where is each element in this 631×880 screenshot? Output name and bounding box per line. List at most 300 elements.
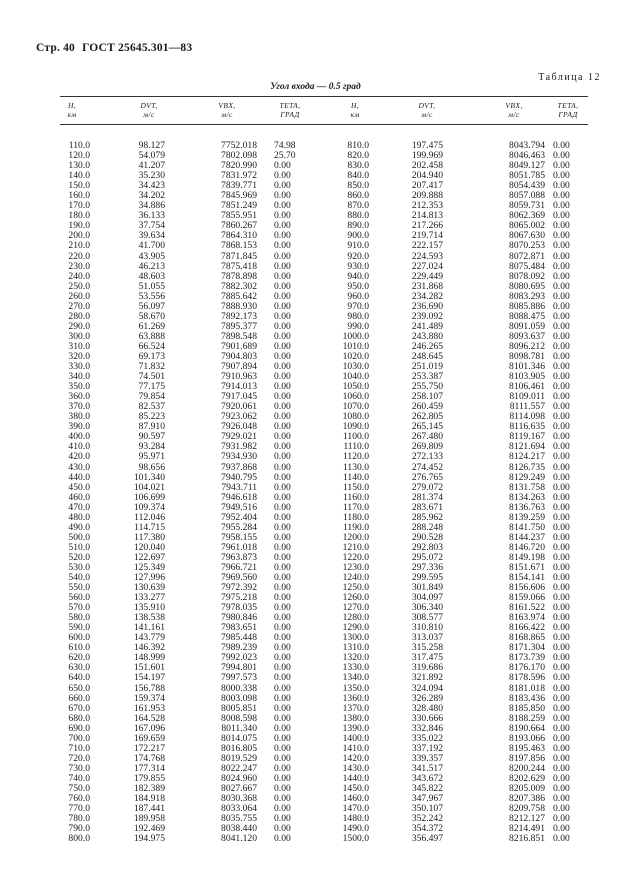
table-cell: 0.00 xyxy=(274,451,291,463)
table-cell: 148.999 xyxy=(133,652,165,664)
table-cell: 330.666 xyxy=(411,712,443,724)
table-cell: 200.0 xyxy=(68,230,90,242)
table-cell: 8134.263 xyxy=(509,491,545,503)
left-h-column xyxy=(50,141,90,844)
table-cell: 1230.0 xyxy=(342,561,369,573)
header-vbx-right: VBX, м/с xyxy=(505,101,523,119)
table-cell: 224.593 xyxy=(411,250,443,262)
table-cell: 101.340 xyxy=(133,471,165,483)
table-cell: 8207.386 xyxy=(509,793,545,805)
table-cell: 0.00 xyxy=(553,602,570,614)
table-cell: 0.00 xyxy=(274,461,291,473)
table-cell: 7901.689 xyxy=(221,340,257,352)
table-cell: 7831.972 xyxy=(221,170,257,182)
table-cell: 0.00 xyxy=(553,230,570,242)
table-cell: 138.538 xyxy=(133,612,165,624)
table-cell: 0.00 xyxy=(553,702,570,714)
table-cell: 7888.930 xyxy=(221,300,257,312)
table-cell: 990.0 xyxy=(347,320,369,332)
table-cell: 1370.0 xyxy=(342,702,369,714)
table-cell: 212.353 xyxy=(411,200,443,212)
table-cell: 0.00 xyxy=(553,682,570,694)
table-cell: 0.00 xyxy=(553,320,570,332)
table-cell: 8046.463 xyxy=(509,150,545,162)
table-cell: 0.00 xyxy=(274,240,291,252)
table-cell: 1030.0 xyxy=(342,361,369,373)
table-cell: 8000.338 xyxy=(221,682,257,694)
table-cell: 690.0 xyxy=(68,722,90,734)
table-cell: 0.00 xyxy=(553,391,570,403)
table-cell: 8168.865 xyxy=(509,632,545,644)
table-cell: 0.00 xyxy=(274,692,291,704)
table-cell: 0.00 xyxy=(553,531,570,543)
table-cell: 7994.801 xyxy=(221,662,257,674)
table-cell: 98.127 xyxy=(138,140,165,151)
table-cell: 8129.249 xyxy=(509,471,545,483)
table-cell: 0.00 xyxy=(553,381,570,393)
table-cell: 0.00 xyxy=(274,521,291,533)
table-cell: 620.0 xyxy=(68,652,90,664)
table-cell: 8054.439 xyxy=(509,180,545,192)
table-cell: 680.0 xyxy=(68,712,90,724)
table-cell: 110.0 xyxy=(68,140,90,151)
table-cell: 0.00 xyxy=(553,290,570,302)
table-cell: 1260.0 xyxy=(342,592,369,604)
page-header xyxy=(36,42,192,54)
table-cell: 0.00 xyxy=(274,350,291,362)
table-cell: 299.595 xyxy=(411,572,443,584)
table-cell: 8103.905 xyxy=(509,371,545,383)
table-cell: 130.639 xyxy=(133,582,165,594)
table-cell: 339.357 xyxy=(411,752,443,764)
table-cell: 8033.064 xyxy=(221,803,257,815)
table-cell: 7885.642 xyxy=(221,290,257,302)
table-cell: 590.0 xyxy=(68,622,90,634)
table-cell: 46.213 xyxy=(138,260,165,272)
table-cell: 0.00 xyxy=(274,511,291,523)
table-cell: 48.603 xyxy=(138,270,165,282)
table-cell: 0.00 xyxy=(274,682,291,694)
table-cell: 209.888 xyxy=(411,190,443,202)
table-cell: 8027.667 xyxy=(221,783,257,794)
table-subtitle: Угол входа — 0.5 град xyxy=(270,82,361,92)
table-cell: 1440.0 xyxy=(342,772,369,784)
table-cell: 169.659 xyxy=(133,732,165,744)
table-cell: 8159.066 xyxy=(509,592,545,604)
table-cell: 1010.0 xyxy=(342,340,369,352)
table-cell: 0.00 xyxy=(274,210,291,222)
table-cell: 51.055 xyxy=(138,280,165,292)
table-cell: 234.282 xyxy=(411,290,443,302)
table-cell: 0.00 xyxy=(553,622,570,634)
table-cell: 0.00 xyxy=(553,280,570,292)
table-cell: 400.0 xyxy=(68,431,90,443)
table-cell: 182.389 xyxy=(133,783,165,794)
table-cell: 8078.092 xyxy=(509,270,545,282)
table-cell: 0.00 xyxy=(274,592,291,604)
table-cell: 790.0 xyxy=(68,823,90,835)
table-cell: 560.0 xyxy=(68,592,90,604)
table-cell: 0.00 xyxy=(274,471,291,483)
left-teta-column xyxy=(274,141,310,844)
table-cell: 53.556 xyxy=(138,290,165,302)
table-cell: 300.0 xyxy=(68,330,90,342)
table-cell: 8178.596 xyxy=(509,672,545,684)
table-cell: 7839.771 xyxy=(221,180,257,192)
table-cell: 0.00 xyxy=(553,300,570,312)
table-cell: 7752.018 xyxy=(221,140,257,151)
table-cell: 320.0 xyxy=(68,350,90,362)
table-cell: 940.0 xyxy=(347,270,369,282)
table-cell: 236.690 xyxy=(411,300,443,312)
table-cell: 160.0 xyxy=(68,190,90,202)
table-cell: 0.00 xyxy=(553,431,570,443)
table-cell: 1040.0 xyxy=(342,371,369,383)
table-cell: 0.00 xyxy=(553,190,570,202)
table-cell: 7864.310 xyxy=(221,230,257,242)
table-cell: 1320.0 xyxy=(342,652,369,664)
table-cell: 0.00 xyxy=(274,742,291,754)
table-cell: 0.00 xyxy=(274,531,291,543)
table-cell: 960.0 xyxy=(347,290,369,302)
table-cell: 0.00 xyxy=(553,451,570,463)
table-cell: 93.284 xyxy=(138,441,165,453)
table-cell: 7910.963 xyxy=(221,371,257,383)
table-cell: 7868.153 xyxy=(221,240,257,252)
table-cell: 1060.0 xyxy=(342,391,369,403)
table-cell: 262.805 xyxy=(411,411,443,423)
table-cell: 0.00 xyxy=(553,752,570,764)
table-cell: 570.0 xyxy=(68,602,90,614)
table-cell: 95.971 xyxy=(138,451,165,463)
table-cell: 98.656 xyxy=(138,461,165,473)
table-cell: 0.00 xyxy=(553,150,570,162)
table-cell: 0.00 xyxy=(553,411,570,423)
table-cell: 8024.960 xyxy=(221,772,257,784)
table-cell: 930.0 xyxy=(347,260,369,272)
table-cell: 7820.990 xyxy=(221,160,257,172)
table-cell: 1450.0 xyxy=(342,783,369,794)
table-cell: 335.022 xyxy=(411,732,443,744)
table-cell: 1180.0 xyxy=(342,511,369,523)
table-cell: 7975.218 xyxy=(221,592,257,604)
table-cell: 187.441 xyxy=(133,803,165,815)
header-dvt-right: DVT, м/с xyxy=(418,101,436,119)
table-cell: 600.0 xyxy=(68,632,90,644)
table-cell: 130.0 xyxy=(68,160,90,172)
table-cell: 8088.475 xyxy=(509,310,545,322)
table-cell: 8072.871 xyxy=(509,250,545,262)
table-cell: 0.00 xyxy=(553,270,570,282)
table-cell: 7920.061 xyxy=(221,401,257,413)
table-cell: 8098.781 xyxy=(509,350,545,362)
table-cell: 8111.557 xyxy=(509,401,545,413)
table-cell: 82.537 xyxy=(138,401,165,413)
table-cell: 310.0 xyxy=(68,340,90,352)
table-cell: 340.0 xyxy=(68,371,90,383)
table-cell: 7878.898 xyxy=(221,270,257,282)
table-cell: 0.00 xyxy=(553,200,570,212)
table-cell: 0.00 xyxy=(274,381,291,393)
table-cell: 231.868 xyxy=(411,280,443,292)
table-cell: 114.715 xyxy=(134,521,165,533)
table-cell: 0.00 xyxy=(553,732,570,744)
table-cell: 530.0 xyxy=(68,561,90,573)
table-cell: 0.00 xyxy=(553,220,570,232)
table-cell: 1270.0 xyxy=(342,602,369,614)
table-cell: 550.0 xyxy=(68,582,90,594)
table-cell: 8209.758 xyxy=(509,803,545,815)
table-cell: 0.00 xyxy=(274,632,291,644)
table-cell: 360.0 xyxy=(68,391,90,403)
table-cell: 280.0 xyxy=(68,310,90,322)
table-cell: 8119.167 xyxy=(509,431,545,443)
table-cell: 295.072 xyxy=(411,551,443,563)
table-cell: 7882.302 xyxy=(221,280,257,292)
table-cell: 146.392 xyxy=(133,642,165,654)
table-cell: 1170.0 xyxy=(342,501,369,513)
table-cell: 0.00 xyxy=(274,190,291,202)
table-cell: 910.0 xyxy=(347,240,369,252)
table-cell: 7966.721 xyxy=(221,561,257,573)
table-cell: 37.754 xyxy=(138,220,165,232)
table-cell: 34.886 xyxy=(138,200,165,212)
table-cell: 0.00 xyxy=(274,280,291,292)
table-cell: 390.0 xyxy=(68,421,90,433)
table-cell: 1330.0 xyxy=(342,662,369,674)
table-cell: 8106.461 xyxy=(509,381,545,393)
table-cell: 258.107 xyxy=(411,391,443,403)
table-cell: 0.00 xyxy=(553,803,570,815)
table-cell: 350.107 xyxy=(411,803,443,815)
table-cell: 8083.293 xyxy=(509,290,545,302)
table-cell: 269.809 xyxy=(411,441,443,453)
table-cell: 8101.346 xyxy=(509,361,545,373)
table-cell: 204.940 xyxy=(411,170,443,182)
table-cell: 8202.629 xyxy=(509,772,545,784)
table-cell: 0.00 xyxy=(553,561,570,573)
table-cell: 71.832 xyxy=(138,361,165,373)
table-cell: 7949.516 xyxy=(221,501,257,513)
table-cell: 317.475 xyxy=(411,652,443,664)
table-cell: 8131.758 xyxy=(509,481,545,493)
header-rule xyxy=(60,124,588,125)
table-cell: 313.037 xyxy=(411,632,443,644)
table-cell: 69.173 xyxy=(138,350,165,362)
table-cell: 1380.0 xyxy=(342,712,369,724)
table-cell: 0.00 xyxy=(553,260,570,272)
table-cell: 8062.369 xyxy=(509,210,545,222)
table-cell: 0.00 xyxy=(553,541,570,553)
table-cell: 830.0 xyxy=(347,160,369,172)
table-cell: 0.00 xyxy=(553,401,570,413)
table-cell: 7917.045 xyxy=(221,391,257,403)
table-cell: 0.00 xyxy=(553,722,570,734)
table-cell: 1070.0 xyxy=(342,401,369,413)
table-cell: 7946.618 xyxy=(221,491,257,503)
table-cell: 8038.440 xyxy=(221,823,257,835)
table-cell: 161.953 xyxy=(133,702,165,714)
table-cell: 8200.244 xyxy=(509,762,545,774)
table-cell: 172.217 xyxy=(133,742,165,754)
table-cell: 1160.0 xyxy=(342,491,369,503)
table-cell: 870.0 xyxy=(347,200,369,212)
table-cell: 8185.850 xyxy=(509,702,545,714)
table-cell: 270.0 xyxy=(68,300,90,312)
table-cell: 285.962 xyxy=(411,511,443,523)
table-cell: 0.00 xyxy=(553,612,570,624)
table-cell: 90.597 xyxy=(138,431,165,443)
table-cell: 0.00 xyxy=(553,461,570,473)
table-cell: 500.0 xyxy=(68,531,90,543)
table-cell: 1050.0 xyxy=(342,381,369,393)
table-cell: 0.00 xyxy=(274,712,291,724)
table-cell: 0.00 xyxy=(274,371,291,383)
table-cell: 8085.886 xyxy=(509,300,545,312)
table-cell: 0.00 xyxy=(553,642,570,654)
table-cell: 8114.098 xyxy=(509,411,545,423)
table-cell: 7969.560 xyxy=(221,572,257,584)
table-cell: 243.880 xyxy=(411,330,443,342)
table-cell: 109.374 xyxy=(133,501,165,513)
table-cell: 8035.755 xyxy=(221,813,257,825)
right-dvt-column xyxy=(394,141,443,844)
table-cell: 7963.873 xyxy=(221,551,257,563)
table-cell: 7972.392 xyxy=(221,582,257,594)
table-cell: 0.00 xyxy=(553,692,570,704)
table-cell: 1410.0 xyxy=(342,742,369,754)
table-cell: 1470.0 xyxy=(342,803,369,815)
right-teta-column xyxy=(553,141,589,844)
table-cell: 8151.671 xyxy=(509,561,545,573)
page-number: Стр. 40 xyxy=(36,42,75,54)
table-cell: 370.0 xyxy=(68,401,90,413)
table-cell: 288.248 xyxy=(411,521,443,533)
table-cell: 0.00 xyxy=(274,180,291,192)
table-cell: 820.0 xyxy=(347,150,369,162)
table-cell: 8176.170 xyxy=(509,662,545,674)
table-cell: 7989.239 xyxy=(221,642,257,654)
table-cell: 770.0 xyxy=(68,803,90,815)
table-cell: 580.0 xyxy=(68,612,90,624)
table-cell: 112.046 xyxy=(134,511,165,523)
table-cell: 151.601 xyxy=(133,662,165,674)
table-cell: 1200.0 xyxy=(342,531,369,543)
table-cell: 290.0 xyxy=(68,320,90,332)
table-cell: 7940.795 xyxy=(221,471,257,483)
table-cell: 0.00 xyxy=(553,371,570,383)
table-cell: 1360.0 xyxy=(342,692,369,704)
table-cell: 0.00 xyxy=(274,270,291,282)
table-cell: 0.00 xyxy=(274,752,291,764)
table-cell: 156.788 xyxy=(133,682,165,694)
table-cell: 8011.340 xyxy=(221,722,257,734)
table-cell: 7952.404 xyxy=(221,511,257,523)
table-cell: 279.072 xyxy=(411,481,443,493)
table-cell: 332.846 xyxy=(411,722,443,734)
table-cell: 8014.075 xyxy=(221,732,257,744)
table-cell: 345.822 xyxy=(411,783,443,794)
table-cell: 79.854 xyxy=(138,391,165,403)
table-cell: 8154.141 xyxy=(509,572,545,584)
table-cell: 7934.930 xyxy=(221,451,257,463)
table-cell: 0.00 xyxy=(274,501,291,513)
table-cell: 164.528 xyxy=(133,712,165,724)
table-cell: 7943.711 xyxy=(221,481,257,493)
table-cell: 337.192 xyxy=(411,742,443,754)
table-cell: 197.475 xyxy=(411,140,443,151)
table-cell: 1090.0 xyxy=(342,421,369,433)
table-cell: 1480.0 xyxy=(342,813,369,825)
table-cell: 122.697 xyxy=(133,551,165,563)
table-cell: 450.0 xyxy=(68,481,90,493)
table-cell: 0.00 xyxy=(553,340,570,352)
table-cell: 0.00 xyxy=(553,160,570,172)
table-cell: 1100.0 xyxy=(342,431,369,443)
table-cell: 1430.0 xyxy=(342,762,369,774)
table-cell: 0.00 xyxy=(553,833,570,845)
table-cell: 1110.0 xyxy=(343,441,369,453)
table-cell: 470.0 xyxy=(68,501,90,513)
table-cell: 520.0 xyxy=(68,551,90,563)
table-cell: 1290.0 xyxy=(342,622,369,634)
table-cell: 34.202 xyxy=(138,190,165,202)
table-cell: 61.269 xyxy=(138,320,165,332)
table-cell: 260.0 xyxy=(68,290,90,302)
table-cell: 0.00 xyxy=(274,803,291,815)
table-cell: 127.996 xyxy=(133,572,165,584)
table-cell: 87.910 xyxy=(138,421,165,433)
table-cell: 8075.484 xyxy=(509,260,545,272)
table-cell: 750.0 xyxy=(68,783,90,794)
table-cell: 0.00 xyxy=(274,250,291,262)
table-cell: 0.00 xyxy=(274,722,291,734)
table-cell: 167.096 xyxy=(133,722,165,734)
table-cell: 0.00 xyxy=(553,551,570,563)
table-cell: 840.0 xyxy=(347,170,369,182)
table-cell: 219.714 xyxy=(411,230,443,242)
table-cell: 8214.491 xyxy=(509,823,545,835)
table-cell: 0.00 xyxy=(274,320,291,332)
table-cell: 850.0 xyxy=(347,180,369,192)
table-cell: 0.00 xyxy=(274,772,291,784)
table-cell: 66.524 xyxy=(138,340,165,352)
table-cell: 970.0 xyxy=(347,300,369,312)
table-cell: 0.00 xyxy=(274,170,291,182)
table-cell: 8183.436 xyxy=(509,692,545,704)
table-cell: 480.0 xyxy=(68,511,90,523)
table-cell: 8051.785 xyxy=(509,170,545,182)
table-cell: 39.634 xyxy=(138,230,165,242)
left-dvt-column xyxy=(118,141,165,844)
table-cell: 8216.851 xyxy=(509,833,545,845)
table-cell: 180.0 xyxy=(68,210,90,222)
table-cell: 1340.0 xyxy=(342,672,369,684)
table-cell: 780.0 xyxy=(68,813,90,825)
table-cell: 43.905 xyxy=(138,250,165,262)
table-cell: 0.00 xyxy=(274,401,291,413)
table-cell: 135.910 xyxy=(133,602,165,614)
table-cell: 8195.463 xyxy=(509,742,545,754)
table-cell: 292.803 xyxy=(411,541,443,553)
header-vbx-left: VBX, м/с xyxy=(218,101,236,119)
table-cell: 0.00 xyxy=(274,361,291,373)
table-cell: 1400.0 xyxy=(342,732,369,744)
table-cell: 190.0 xyxy=(68,220,90,232)
table-cell: 920.0 xyxy=(347,250,369,262)
table-cell: 0.00 xyxy=(274,582,291,594)
table-cell: 8049.127 xyxy=(509,160,545,172)
